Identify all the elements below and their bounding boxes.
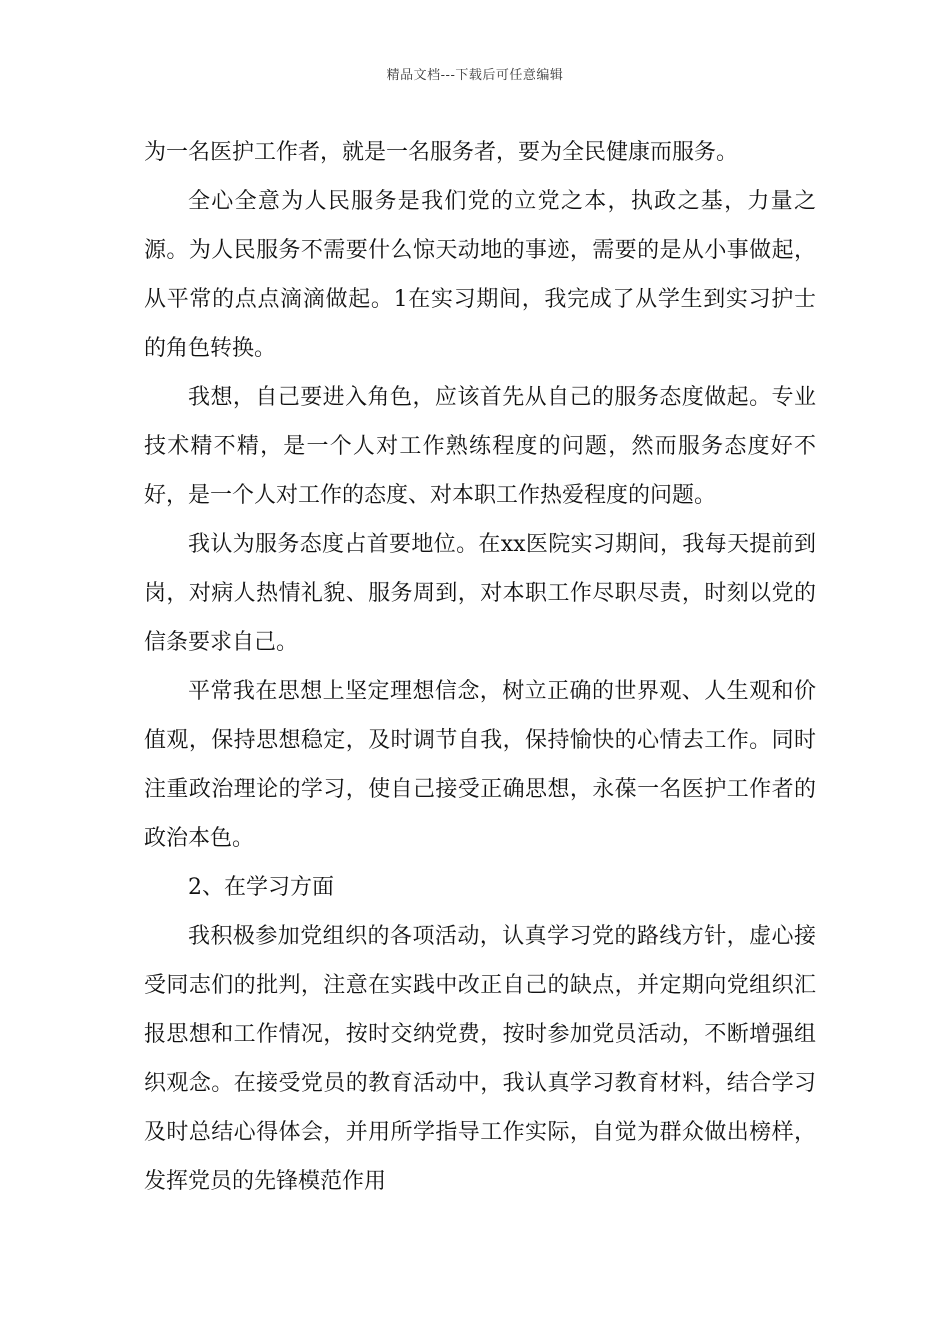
paragraph-3: 我想，自己要进入角色，应该首先从自己的服务态度做起。专业技术精不精，是一个人对工作熟练程度的问题，然而服务态度好不好，是一个人对工作的态度、对本职工作热爱程度的问题。 <box>144 385 816 508</box>
section-heading-study: 2、在学习方面 <box>188 875 334 900</box>
page-header: 精品文档---下载后可任意编辑 <box>386 68 564 83</box>
document-body <box>144 128 816 1206</box>
paragraph-2: 全心全意为人民服务是我们党的立党之本，执政之基，力量之源。为人民服务不需要什么惊天动地的事迹，需要的是从小事做起，从平常的点点滴滴做起。1在实习期间，我完成了从学生到实习护士的角色转换。 <box>144 189 816 361</box>
paragraph-5: 平常我在思想上坚定理想信念，树立正确的世界观、人生观和价值观，保持思想稳定，及时调节自我，保持愉快的心情去工作。同时注重政治理论的学习，使自己接受正确思想，永葆一名医护工作者的政治本色。 <box>144 679 816 851</box>
paragraph-6: 我积极参加党组织的各项活动，认真学习党的路线方针，虚心接受同志们的批判，注意在实践中改正自己的缺点，并定期向党组织汇报思想和工作情况，按时交纳党费，按时参加党员活动，不断增强组织观念。在接受党员的教育活动中，我认真学习教育材料，结合学习及时总结心得体会，并用所学指导工作实际，自觉为群众做出榜样，发挥党员的先锋模范作用 <box>144 924 816 1194</box>
paragraph-4: 我认为服务态度占首要地位。在xx医院实习期间，我每天提前到岗，对病人热情礼貌、服务周到，对本职工作尽职尽责，时刻以党的信条要求自己。 <box>144 532 816 655</box>
paragraph-1: 为一名医护工作者，就是一名服务者，要为全民健康而服务。 <box>144 140 739 165</box>
